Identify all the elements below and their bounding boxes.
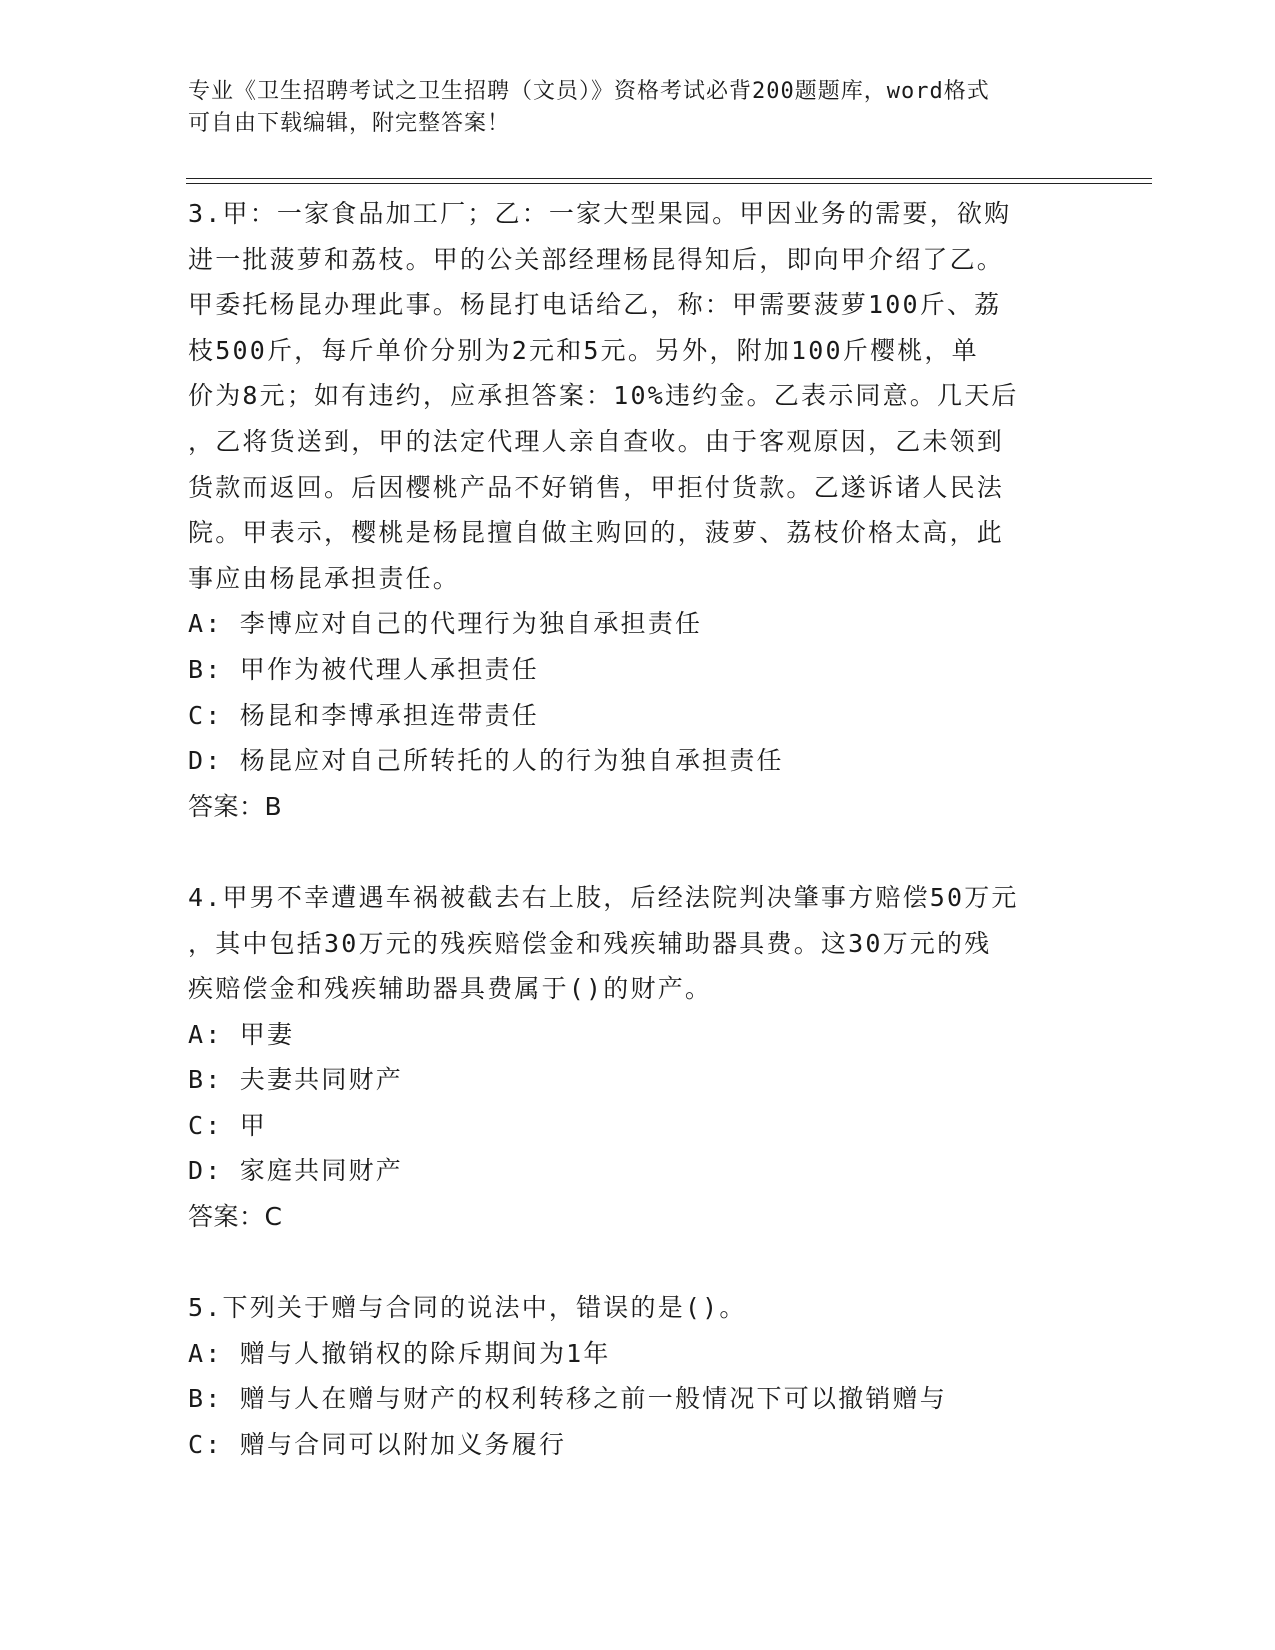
option-b: B: 赠与人在赠与财产的权利转移之前一般情况下可以撤销赠与 [188,1384,947,1414]
question-spacer [188,829,1088,875]
option-b: B: 夫妻共同财产 [188,1065,403,1095]
header-line-1: 专业《卫生招聘考试之卫生招聘（文员）》资格考试必背200题题库，word格式 [188,79,990,104]
question-stem-line: 甲委托杨昆办理此事。杨昆打电话给乙，称：甲需要菠萝100斤、荔 [188,290,1002,320]
option-b: B: 甲作为被代理人承担责任 [188,654,539,684]
header-rule-top [186,178,1152,179]
option-a: A: 甲妻 [188,1019,295,1049]
option-c: C: 甲 [188,1110,267,1140]
question-stem-line: 货款而返回。后因樱桃产品不好销售，甲拒付货款。乙遂诉诸人民法 [188,472,1005,502]
option-a: A: 赠与人撤销权的除斥期间为1年 [188,1338,611,1368]
question-stem-line: 4.甲男不幸遭遇车祸被截去右上肢，后经法院判决肇事方赔偿50万元 [188,882,1019,912]
header-rule-bottom [186,183,1152,184]
question-stem-line: 事应由杨昆承担责任。 [188,563,461,593]
answer-label: 答案：C [188,1202,283,1232]
question-5 [188,1285,1088,1467]
question-stem-line: 5.下列关于赠与合同的说法中，错误的是()。 [188,1293,747,1323]
header-line-2: 可自由下载编辑，附完整答案！ [188,111,511,136]
question-4 [188,875,1088,1240]
question-stem-line: 枝500斤，每斤单价分别为2元和5元。另外，附加100斤樱桃，单 [188,335,979,365]
option-d: D: 杨昆应对自己所转托的人的行为独自承担责任 [188,746,784,776]
question-stem-line: 价为8元；如有违约，应承担答案：10%违约金。乙表示同意。几天后 [188,381,1019,411]
question-stem-line: ，乙将货送到，甲的法定代理人亲自查收。由于客观原因，乙未领到 [188,426,1005,456]
option-c: C: 赠与合同可以附加义务履行 [188,1430,567,1460]
answer-label: 答案：B [188,791,283,821]
question-spacer [188,1240,1088,1286]
option-a: A: 李博应对自己的代理行为独自承担责任 [188,609,703,639]
option-c: C: 杨昆和李博承担连带责任 [188,700,539,730]
question-stem-line: 疾赔偿金和残疾辅助器具费属于()的财产。 [188,974,713,1004]
question-list [188,191,1088,1468]
question-stem-line: 院。甲表示，樱桃是杨昆擅自做主购回的，菠萝、荔枝价格太高，此 [188,518,1005,548]
question-stem-line: 3.甲：一家食品加工厂；乙：一家大型果园。甲因业务的需要，欲购 [188,199,1012,228]
question-stem-line: ，其中包括30万元的残疾赔偿金和残疾辅助器具费。这30万元的残 [188,928,992,958]
question-3 [188,191,1088,829]
document-header [188,76,1088,140]
option-d: D: 家庭共同财产 [188,1156,403,1186]
question-stem-line: 进一批菠萝和荔枝。甲的公关部经理杨昆得知后，即向甲介绍了乙。 [188,244,1005,274]
